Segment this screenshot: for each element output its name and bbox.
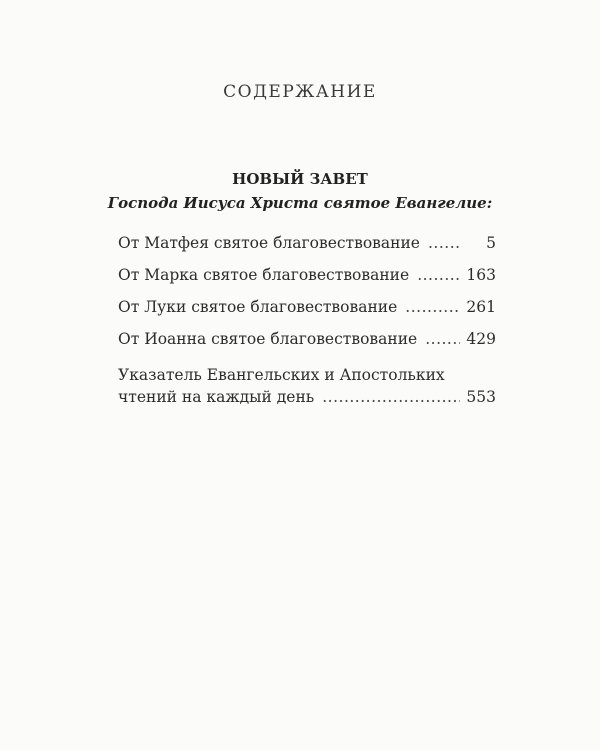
- toc-entry-mark[interactable]: [118, 264, 496, 286]
- toc-page-number: 553: [466, 388, 496, 406]
- toc-entry-label: От Матфея святое благовествование: [118, 234, 420, 252]
- toc-page-number: 5: [486, 234, 496, 252]
- toc-leader-dots: [405, 296, 460, 318]
- toc-page-number: 163: [466, 266, 496, 284]
- toc-leader-dots: [428, 232, 460, 254]
- toc-entry-luke[interactable]: [118, 296, 496, 318]
- toc-page-number: 429: [466, 330, 496, 348]
- toc-page-number: 261: [466, 298, 496, 316]
- toc-entry-matthew[interactable]: [118, 232, 496, 254]
- toc-entry-label: От Иоанна святое благовествование: [118, 330, 418, 348]
- toc-entry-label-line2: чтений на каждый день: [118, 388, 315, 406]
- section-subtitle: Господа Иисуса Христа святое Евангелие:: [107, 194, 493, 212]
- toc-leader-dots: [322, 386, 460, 408]
- toc-entry-john[interactable]: [118, 328, 496, 350]
- section-title: НОВЫЙ ЗАВЕТ: [232, 170, 368, 188]
- toc-entry-label-line1: Указатель Евангельских и Апостольких: [118, 366, 445, 384]
- page-title: СОДЕРЖАНИЕ: [223, 82, 377, 102]
- toc-entry-label: От Луки святое благовествование: [118, 298, 398, 316]
- toc-leader-dots: [425, 328, 460, 350]
- toc-entry-readings-index[interactable]: [118, 364, 496, 408]
- toc-leader-dots: [417, 264, 460, 286]
- toc-entry-label: От Марка святое благовествование: [118, 266, 410, 284]
